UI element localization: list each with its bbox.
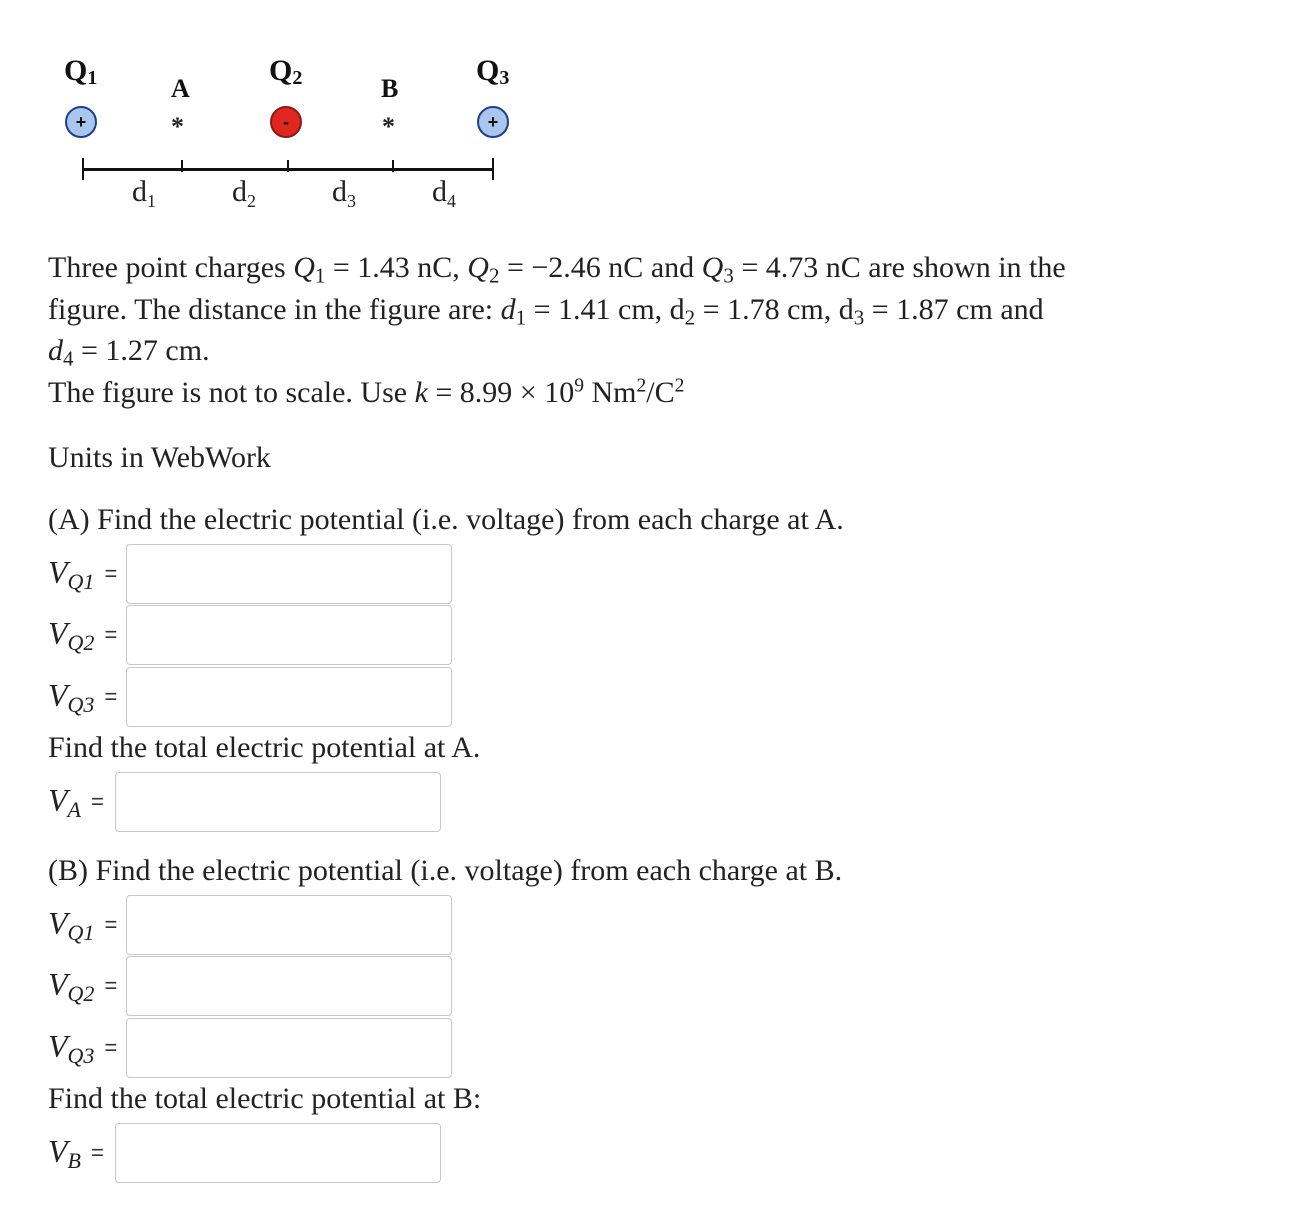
- charge-q1-positive: +: [65, 106, 97, 138]
- charge-label-q1: $Q_1$: [64, 54, 98, 89]
- axis-tick-start: [82, 158, 84, 180]
- part-b-vq2-label: $V_{Q2}$: [48, 965, 95, 1006]
- distance-label-d1: $d_1$: [132, 175, 156, 211]
- part-b-vq1-input[interactable]: [126, 895, 452, 955]
- part-b-vq2-input[interactable]: [126, 956, 452, 1016]
- part-b-title: (B) Find the electric potential (i.e. voltage) from each charge at B.: [48, 854, 843, 887]
- part-b-vq2-row: $V_{Q2}$ =: [48, 965, 118, 1006]
- part-a-title: (A) Find the electric potential (i.e. voltage) from each charge at A.: [48, 503, 844, 536]
- axis-tick-q2: [287, 160, 289, 172]
- distance-label-d2: $d_2$: [232, 175, 256, 211]
- charge-diagram: [40, 40, 540, 220]
- problem-line-3: $d_4 = 1.27$ cm.: [48, 334, 210, 371]
- part-a-vq1-label: $V_{Q1}$: [48, 553, 95, 594]
- part-b-vq3-label: $V_{Q3}$: [48, 1027, 95, 1068]
- charge-label-q2: $Q_2$: [269, 54, 303, 89]
- axis-tick-b: [392, 160, 394, 172]
- part-b-vb-input[interactable]: [115, 1123, 441, 1183]
- point-label-b: B: [381, 74, 399, 103]
- part-a-va-input[interactable]: [115, 772, 441, 832]
- problem-statement: [48, 248, 1248, 413]
- part-b-total-prompt: Find the total electric potential at B:: [48, 1082, 482, 1115]
- part-a-total-prompt: Find the total electric potential at A.: [48, 731, 481, 764]
- axis-tick-end: [492, 158, 494, 180]
- part-a-vq2-label: $V_{Q2}$: [48, 614, 95, 655]
- charge-q2-negative: -: [270, 106, 302, 138]
- part-b-vq3-row: $V_{Q3}$ =: [48, 1027, 118, 1068]
- part-a-va-row: $V_A$ =: [48, 781, 104, 822]
- part-b-vq3-input[interactable]: [126, 1018, 452, 1078]
- charge-q3-positive: +: [477, 106, 509, 138]
- part-b-vb-row: $V_B$ =: [48, 1132, 104, 1173]
- distance-label-d3: $d_3$: [332, 175, 356, 211]
- part-a-vq2-input[interactable]: [126, 605, 452, 665]
- part-a-va-label: $V_A$: [48, 781, 81, 822]
- problem-line-1: Three point charges $Q_1 = 1.43$ nC, $Q_2 = -2.46$ nC and $Q_3 = 4.73$ nC are shown in the: [48, 251, 1066, 288]
- point-b-star-icon: *: [382, 112, 395, 141]
- part-a-vq1-input[interactable]: [126, 544, 452, 604]
- part-b-vq1-label: $V_{Q1}$: [48, 904, 95, 945]
- problem-line-2: figure. The distance in the figure are: $d_1 = 1.41$ cm, $d_2 = 1.78$ cm, $d_3 = 1.87$ cm and: [48, 292, 1044, 329]
- part-a-vq1-row: $V_{Q1}$ =: [48, 553, 118, 594]
- part-b-vq1-row: $V_{Q1}$ =: [48, 904, 118, 945]
- part-a-vq3-label: $V_{Q3}$: [48, 676, 95, 717]
- point-a-star-icon: *: [171, 112, 184, 141]
- charge-label-q3: $Q_3$: [476, 54, 510, 89]
- part-a-vq3-input[interactable]: [126, 667, 452, 727]
- units-in-webwork-link[interactable]: Units in WebWork: [48, 441, 271, 474]
- part-a-vq2-row: $V_{Q2}$ =: [48, 614, 118, 655]
- axis-tick-a: [181, 160, 183, 172]
- problem-scale-note: The figure is not to scale. Use $k = 8.99 \times 10^9$ $Nm^2/C^2$: [48, 375, 685, 409]
- distance-label-d4: $d_4$: [432, 175, 456, 211]
- point-label-a: A: [171, 74, 190, 103]
- part-b-vb-label: $V_B$: [48, 1132, 81, 1173]
- part-a-vq3-row: $V_{Q3}$ =: [48, 676, 118, 717]
